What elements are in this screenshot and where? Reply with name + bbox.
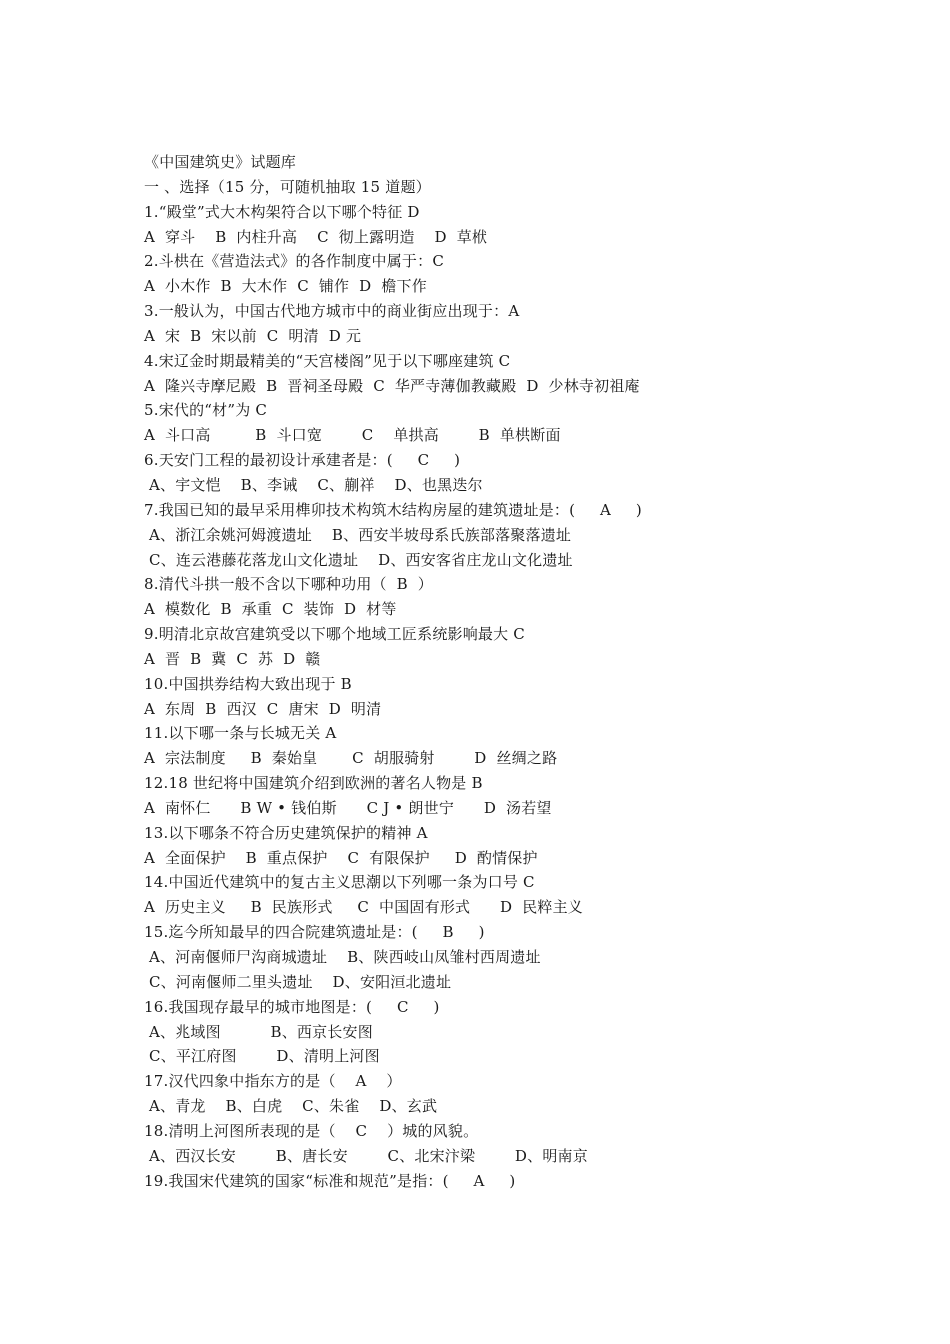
question-bank	[144, 150, 844, 1193]
question-stem: 18.清明上河图所表现的是（ C ）城的风貌。	[144, 1121, 479, 1140]
question-stem: 10.中国拱券结构大致出现于 B	[144, 674, 352, 693]
answer-options: A 历史主义 B 民族形式 C 中国固有形式 D 民粹主义	[144, 898, 583, 917]
question-list	[144, 200, 844, 1194]
answer-options: A、青龙 B、白虎 C、朱雀 D、玄武	[144, 1097, 438, 1116]
answer-options: A 斗口高 B 斗口宽 C 单拱高 B 单栱断面	[144, 426, 561, 445]
answer-options: A 隆兴寺摩尼殿 B 晋祠圣母殿 C 华严寺薄伽教藏殿 D 少林寺初祖庵	[144, 376, 640, 395]
question-stem: 14.中国近代建筑中的复古主义思潮以下列哪一条为口号 C	[144, 873, 535, 892]
answer-options: A 南怀仁 B W • 钱伯斯 C J • 朗世宁 D 汤若望	[144, 798, 552, 817]
answer-options: C、平江府图 D、清明上河图	[144, 1047, 380, 1066]
answer-options: A 宋 B 宋以前 C 明清 D 元	[144, 326, 362, 345]
question-stem: 16.我国现存最早的城市地图是：( C )	[144, 997, 440, 1016]
answer-options: A、浙江余姚河姆渡遗址 B、西安半坡母系氏族部落聚落遗址	[144, 525, 572, 544]
question-stem: 4.宋辽金时期最精美的“天宫楼阁”见于以下哪座建筑 C	[144, 351, 511, 370]
question-stem: 3.一般认为，中国古代地方城市中的商业街应出现于：A	[144, 302, 520, 321]
question-stem: 2.斗栱在《营造法式》的各作制度中属于：C	[144, 252, 444, 271]
answer-options: A 全面保护 B 重点保护 C 有限保护 D 酌情保护	[144, 848, 538, 867]
answer-options: A、兆域图 B、西京长安图	[144, 1022, 373, 1041]
question-stem: 13.以下哪条不符合历史建筑保护的精神 A	[144, 823, 428, 842]
answer-options: A、西汉长安 B、唐长安 C、北宋汴梁 D、明南京	[144, 1146, 588, 1165]
answer-options: A、宇文恺 B、李诫 C、蒯祥 D、也黑迭尔	[144, 475, 483, 494]
section-heading: 一 、选择（15 分，可随机抽取 15 道题）	[144, 177, 431, 196]
question-stem: 1.“殿堂”式大木构架符合以下哪个特征 D	[144, 202, 420, 221]
question-stem: 12.18 世纪将中国建筑介绍到欧洲的著名人物是 B	[144, 774, 483, 793]
answer-options: A、河南偃师尸沟商城遗址 B、陕西岐山凤雏村西周遗址	[144, 948, 541, 966]
answer-options: A 东周 B 西汉 C 唐宋 D 明清	[144, 699, 382, 718]
answer-options: A 穿斗 B 内柱升高 C 彻上露明造 D 草栿	[144, 227, 488, 246]
document-title: 《中国建筑史》试题库	[144, 153, 297, 171]
answer-options: C、河南偃师二里头遗址 D、安阳洹北遗址	[144, 972, 452, 991]
question-stem: 15.迄今所知最早的四合院建筑遗址是：( B )	[144, 923, 485, 942]
answer-options: C、连云港藤花落龙山文化遗址 D、西安客省庄龙山文化遗址	[144, 550, 573, 569]
answer-options: A 宗法制度 B 秦始皇 C 胡服骑射 D 丝绸之路	[144, 749, 558, 768]
answer-options: A 小木作 B 大木作 C 铺作 D 檐下作	[144, 277, 427, 296]
question-stem: 11.以下哪一条与长城无关 A	[144, 724, 337, 743]
question-stem: 19.我国宋代建筑的国家“标准和规范”是指：( A )	[144, 1171, 516, 1190]
answer-options: A 晋 B 冀 C 苏 D 赣	[144, 649, 321, 668]
question-stem: 8.清代斗拱一般不含以下哪种功用（ B ）	[144, 575, 434, 594]
question-stem: 9.明清北京故宫建筑受以下哪个地域工匠系统影响最大 C	[144, 625, 525, 644]
question-stem: 5.宋代的“材”为 C	[144, 401, 268, 420]
answer-options: A 模数化 B 承重 C 装饰 D 材等	[144, 600, 397, 619]
question-stem: 6.天安门工程的最初设计承建者是：( C )	[144, 451, 461, 470]
question-stem: 7.我国已知的最早采用榫卯技术构筑木结构房屋的建筑遗址是：( A )	[144, 500, 642, 519]
question-stem: 17.汉代四象中指东方的是（ A ）	[144, 1072, 402, 1091]
